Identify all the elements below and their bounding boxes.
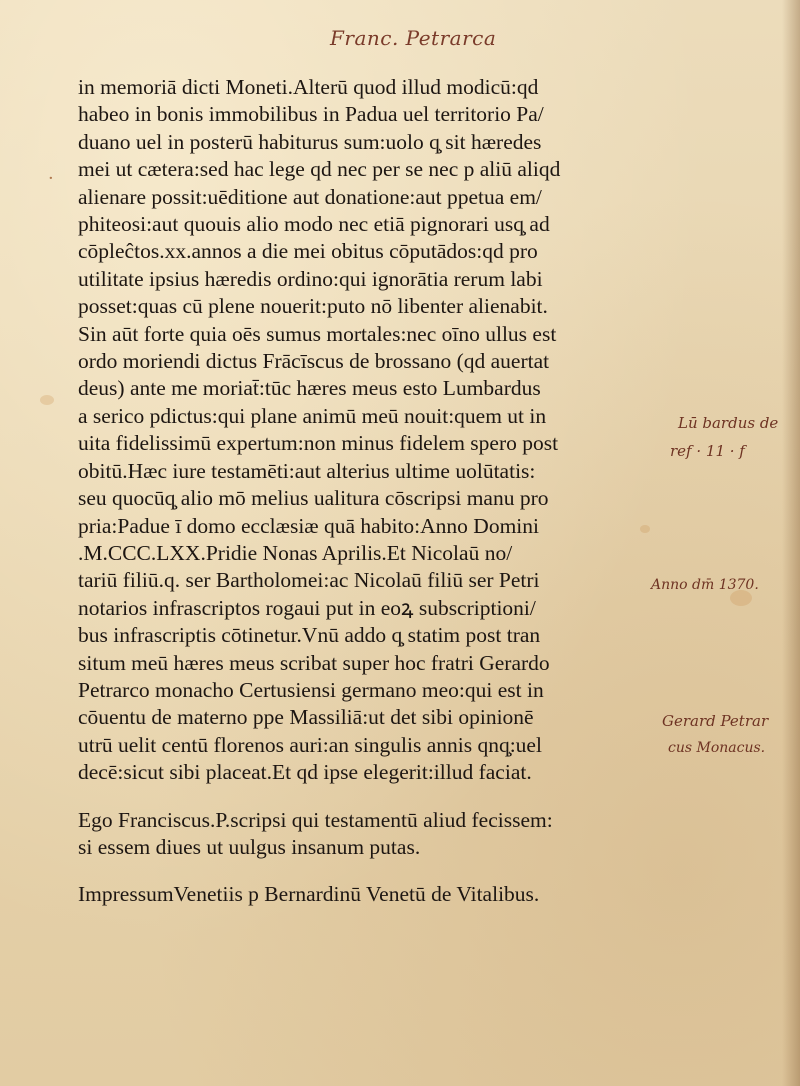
text-line: decē:sicut sibi placeat.Et qd ipse elegerit:illud faciat. (78, 760, 532, 785)
header-annotation: Franc. Petrarca (330, 26, 497, 50)
marginal-dot: · (48, 168, 54, 189)
page-edge-shadow (782, 0, 800, 1086)
margin-note-anno: Anno dm̄ 1370. (651, 577, 759, 593)
text-line: seu quocūq̧ alio mō melius ualitura cōscripsi manu pro (78, 486, 549, 511)
closing-line: Ego Franciscus.P.scripsi qui testamentū aliud fecissem: (78, 807, 553, 832)
text-line: bus infrascriptis cōtinetur.Vnū addo q̧ statim post tran (78, 623, 541, 648)
text-line: .M.CCC.LXX.Pridie Nonas Aprilis.Et Nicolaū no/ (78, 540, 513, 565)
closing-line: si essem diues ut uulgus insanum putas. (78, 834, 421, 859)
margin-note-lombardo: ref · 11 · f (670, 442, 745, 460)
text-line: a serico pdictus:qui plane animū meū nouit:quem ut in (78, 403, 547, 428)
text-line: cōuentu de materno ppe Massiliā:ut det sibi opinionē (78, 705, 534, 730)
text-line: Sin aūt forte quia oēs sumus mortales:nec oīno ullus est (78, 321, 557, 346)
text-line: obitū.Hæc iure testamēti:aut alterius ultime uolūtatis: (78, 458, 536, 483)
text-line: ordo moriendi dictus Frācīscus de brossano (qd auertat (78, 349, 550, 374)
text-line: utrū uelit centū florenos auri:an singulis annis qnq̧:uel (78, 732, 542, 757)
text-line: phiteosi:aut quouis alio modo nec etiā pignorari usq̧ ad (78, 212, 550, 237)
text-line: deus) ante me moriat̄:tūc hæres meus esto Lumbardus (78, 376, 541, 401)
colophon: ImpressumVenetiis p Bernardinū Venetū de Vitalibus. (78, 882, 540, 907)
text-line: Petrarco monacho Certusiensi germano meo:qui est in (78, 677, 544, 702)
text-line: utilitate ipsius hæredis ordino:qui ignorātia rerum labi (78, 266, 543, 291)
text-line: in memoriā dicti Moneti.Alterū quod illud modicū:qd (78, 75, 539, 99)
text-line: uita fidelissimū expertum:non minus fidelem spero post (78, 431, 559, 456)
paper-stain (40, 395, 54, 405)
text-line: duano uel in posterū habiturus sum:uolo q̧ sit hæredes (78, 129, 542, 154)
text-line: mei ut cætera:sed hac lege qd nec per se nec p aliū aliqd (78, 157, 561, 182)
text-line: pria:Padue ī domo ecclæsiæ quā habito:Anno Domini (78, 513, 539, 538)
text-line: tariū filiū.q. ser Bartholomei:ac Nicolaū filiū ser Petri (78, 568, 540, 593)
testament-text (78, 74, 683, 909)
text-line: cōpleĉtos.xx.annos a die mei obitus cōputādos:qd pro (78, 239, 538, 264)
text-line: posset:quas cū plene nouerit:puto nō libenter alienabit. (78, 294, 548, 319)
margin-note-gerardo: Gerard Petrar (662, 712, 769, 730)
text-line: situm meū hæres meus scribat super hoc fratri Gerardo (78, 650, 550, 675)
margin-note-gerardo: cus Monacus. (668, 740, 766, 756)
text-line: habeo in bonis immobilibus in Padua uel territorio Pa/ (78, 102, 544, 127)
text-line: notarios infrascriptos rogaui put in eoꝝ subscriptioni/ (78, 595, 536, 620)
text-line: alienare possit:uēditione aut donatione:aut ppetua em/ (78, 184, 542, 209)
margin-note-lombardo: Lū bardus de (678, 414, 779, 432)
